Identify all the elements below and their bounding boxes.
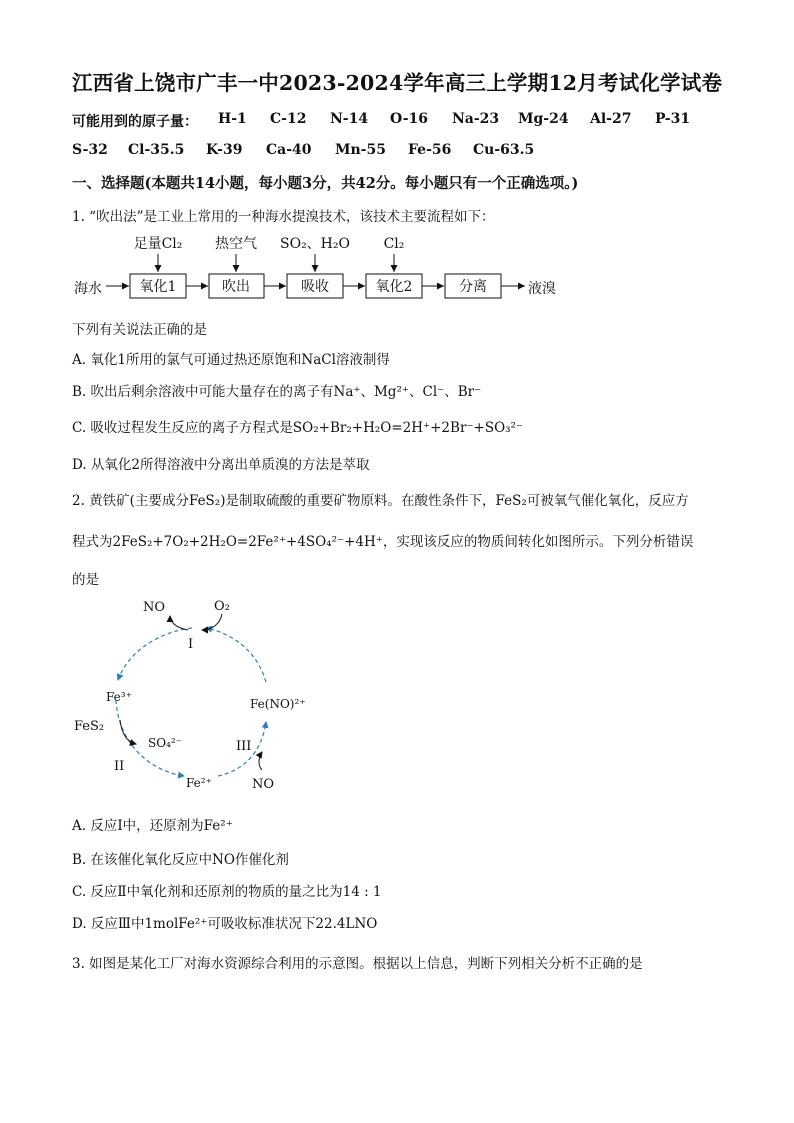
atomic-mass-label: 可能用到的原子量：	[72, 114, 198, 130]
atomic-mass-item: Cu-63.5	[473, 142, 535, 158]
atomic-mass-item: N-14	[330, 111, 369, 127]
label-step-iii: III	[236, 739, 252, 754]
label-step-ii: II	[114, 759, 125, 774]
section-heading: 一、选择题(本题共14小题，每小题3分，共42分。每小题只有一个正确选项。)	[72, 175, 579, 192]
atomic-mass-item: P-31	[655, 111, 691, 127]
question-1-stem: 1. “吹出法”是工业上常用的一种海水提溴技术，该技术主要流程如下：	[72, 209, 495, 225]
o2-in-arrow	[202, 614, 222, 630]
atomic-mass-item: Cl-35.5	[128, 142, 185, 158]
atomic-mass-item: Ca-40	[266, 142, 312, 158]
label-fe2: Fe²⁺	[186, 776, 212, 790]
atomic-mass-item: Na-23	[452, 111, 500, 127]
flow-box-label: 氧化1	[139, 279, 177, 295]
atomic-mass-item: Al-27	[590, 111, 632, 127]
question-2-option-d: D. 反应Ⅲ中1molFe²⁺可吸收标准状况下22.4LNO	[72, 916, 378, 932]
atomic-mass-item: C-12	[270, 111, 307, 127]
atomic-mass-item: Fe-56	[408, 142, 452, 158]
question-1-option-d: D. 从氧化2所得溶液中分离出单质溴的方法是萃取	[72, 457, 370, 473]
label-no-bottom: NO	[252, 777, 275, 792]
bromine-flow-diagram	[60, 228, 580, 308]
label-fe3: Fe³⁺	[106, 690, 132, 704]
label-step-i: I	[188, 637, 194, 652]
label-fes2: FeS₂	[74, 719, 105, 734]
question-1-option-c: C. 吸收过程发生反应的离子方程式是SO₂+Br₂+H₂O=2H⁺+2Br⁻+SO₃²⁻	[72, 420, 524, 436]
question-2-option-c: C. 反应Ⅱ中氧化剂和还原剂的物质的量之比为14 : 1	[72, 884, 382, 900]
question-2-option-a: A. 反应Ⅰ中，还原剂为Fe²⁺	[72, 818, 233, 834]
flow-start: 海水	[74, 281, 102, 297]
question-1-prompt: 下列有关说法正确的是	[72, 322, 207, 338]
label-o2: O₂	[214, 599, 230, 614]
cycle-arc-i	[118, 628, 192, 680]
no-out-arrow	[170, 616, 188, 630]
atomic-mass-item: H-1	[218, 111, 247, 127]
atomic-mass-item: S-32	[72, 142, 108, 158]
no-in-arrow	[259, 752, 262, 770]
atomic-mass-item: Mn-55	[335, 142, 386, 158]
flow-box-label: 吸收	[301, 279, 329, 295]
question-3-stem: 3. 如图是某化工厂对海水资源综合利用的示意图。根据以上信息，判断下列相关分析不正确的是	[72, 956, 643, 972]
flow-input-label: Cl₂	[383, 236, 405, 252]
cycle-arc-fe-no	[206, 628, 266, 682]
question-1-option-a: A. 氧化1所用的氯气可通过热还原饱和NaCl溶液制得	[72, 352, 390, 368]
label-no-top: NO	[143, 600, 166, 615]
flow-input-label: SO₂、H₂O	[280, 236, 350, 252]
page-title: 江西省上饶市广丰一中2023-2024学年高三上学期12月考试化学试卷	[72, 71, 723, 95]
question-1-option-b: B. 吹出后剩余溶液中可能大量存在的离子有Na⁺、Mg²⁺、Cl⁻、Br⁻	[72, 384, 482, 400]
question-2-stem-line-3: 的是	[72, 572, 99, 588]
flow-box-label: 氧化2	[375, 279, 413, 295]
flow-box-label: 吹出	[222, 279, 250, 295]
flow-input-label: 热空气	[215, 236, 257, 252]
question-2-stem-line-1: 2. 黄铁矿(主要成分FeS₂)是制取硫酸的重要矿物原料。在酸性条件下，FeS₂可被氧气催化氧化，反应方	[72, 493, 689, 509]
atomic-mass-item: Mg-24	[518, 111, 569, 127]
catalytic-cycle-diagram	[66, 590, 326, 805]
atomic-mass-item: K-39	[206, 142, 243, 158]
flow-box-label: 分离	[459, 279, 487, 295]
atomic-mass-item: O-16	[390, 111, 429, 127]
flow-end: 液溴	[528, 281, 556, 297]
question-2-stem-line-2: 程式为2FeS₂+7O₂+2H₂O=2Fe²⁺+4SO₄²⁻+4H⁺，实现该反应的物质间转化如图所示。下列分析错误	[72, 534, 694, 550]
label-so4: SO₄²⁻	[148, 736, 183, 750]
flow-input-label: 足量Cl₂	[133, 236, 183, 252]
label-fe-no: Fe(NO)²⁺	[250, 697, 306, 711]
question-2-option-b: B. 在该催化氧化反应中NO作催化剂	[72, 852, 289, 868]
